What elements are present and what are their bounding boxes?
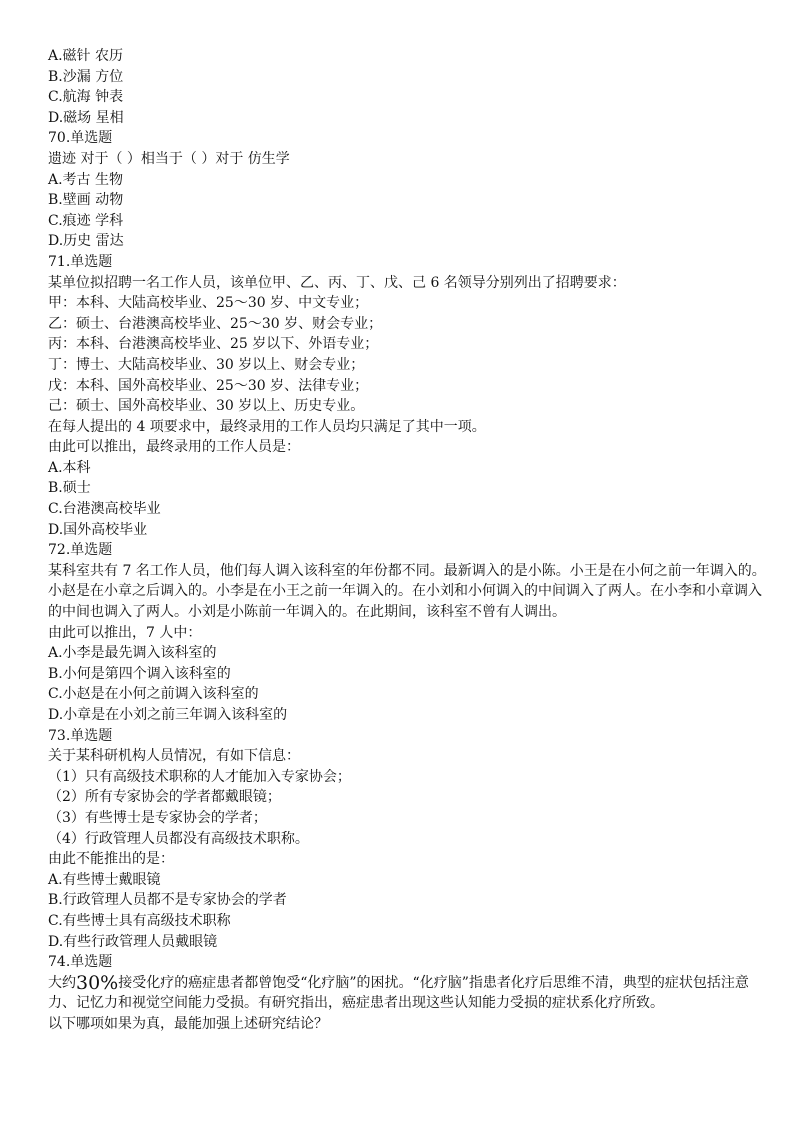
option-b: B.壁画 动物: [48, 192, 124, 209]
requirement-line: 戊：本科、国外高校毕业、25～30 岁、法律专业；: [48, 377, 369, 394]
question-header: 71.单选题: [48, 253, 113, 270]
question-header: 73.单选题: [48, 727, 113, 744]
question-prompt: 由此不能推出的是：: [48, 851, 174, 868]
question-stem: 遗迹 对于（ ）相当于（ ）对于 仿生学: [48, 150, 290, 167]
option-c: C.台港澳高校毕业: [48, 501, 161, 518]
premise-item: （3）有些博士是专家协会的学者；: [48, 809, 267, 826]
question-stem: 某科室共有 7 名工作人员，他们每人调入该科室的年份都不同。最新调入的是小陈。小王是在小何之前一年调入的。小赵是在小章之后调入的。小李是在小王之前一年调入的。在小刘和小何调入的中间调入了两人。在小李和小章调入的中间也调入了两人。小刘是小陈前一年调入的。在此期间，该科室不曾有人调出。: [48, 562, 766, 621]
stem-prefix: 大约: [48, 974, 76, 991]
option-d: D.小章是在小刘之前三年调入该科室的: [48, 707, 288, 723]
question-prompt: 由此可以推出，最终录用的工作人员是：: [48, 439, 300, 456]
option-b: B.小何是第四个调入该科室的: [48, 665, 231, 682]
option-a: A.磁针 农历: [48, 48, 124, 64]
stem-body: 接受化疗的癌症患者都曾饱受“化疗脑”的困扰。“化疗脑”指患者化疗后思维不清，典型的症状包括注意力、记忆力和视觉空间能力受损。有研究指出，癌症患者出现这些认知能力受损的症状系化疗所致。: [48, 974, 749, 1012]
option-c: C.有些博士具有高级技术职称: [48, 912, 231, 929]
option-a: A.考古 生物: [48, 171, 124, 188]
premise-item: （4）行政管理人员都没有高级技术职称。: [48, 830, 309, 847]
percentage-value: 30%: [76, 971, 119, 994]
option-b: B.硕士: [48, 480, 91, 497]
question-stem: [48, 973, 768, 1014]
option-b: B.沙漏 方位: [48, 68, 124, 85]
option-b: B.行政管理人员都不是专家协会的学者: [48, 892, 287, 909]
question-intro: 关于某科研机构人员情况，有如下信息：: [48, 748, 300, 765]
exam-page: [48, 46, 768, 1035]
question-header: 74.单选题: [48, 954, 113, 971]
requirement-line: 丁：博士、大陆高校毕业、30 岁以上、财会专业；: [48, 356, 365, 373]
question-note: 在每人提出的 4 项要求中，最终录用的工作人员均只满足了其中一项。: [48, 418, 486, 435]
option-d: D.磁场 星相: [48, 109, 124, 126]
option-a: A.小李是最先调入该科室的: [48, 645, 217, 662]
option-a: A.有些博士戴眼镜: [48, 871, 161, 888]
premise-item: （1）只有高级技术职称的人才能加入专家协会；: [48, 768, 351, 785]
option-a: A.本科: [48, 459, 91, 476]
requirement-line: 甲：本科、大陆高校毕业、25～30 岁、中文专业；: [48, 295, 369, 312]
question-prompt: 由此可以推出，7 人中：: [48, 624, 202, 641]
requirement-line: 丙：本科、台港澳高校毕业、25 岁以下、外语专业；: [48, 336, 379, 353]
question-intro: 某单位拟招聘一名工作人员，该单位甲、乙、丙、丁、戊、己 6 名领导分别列出了招聘要求：: [48, 274, 626, 291]
option-c: C.小赵是在小何之前调入该科室的: [48, 686, 259, 703]
requirement-line: 己：硕士、国外高校毕业、30 岁以上、历史专业。: [48, 398, 365, 415]
requirement-line: 乙：硕士、台港澳高校毕业、25～30 岁、财会专业；: [48, 315, 383, 332]
option-d: D.有些行政管理人员戴眼镜: [48, 933, 218, 950]
option-c: C.航海 钟表: [48, 89, 124, 106]
option-d: D.国外高校毕业: [48, 521, 148, 538]
premise-item: （2）所有专家协会的学者都戴眼镜；: [48, 789, 281, 806]
option-c: C.痕迹 学科: [48, 212, 124, 229]
question-header: 72.单选题: [48, 542, 113, 559]
option-d: D.历史 雷达: [48, 233, 124, 250]
question-header: 70.单选题: [48, 130, 113, 147]
question-prompt: 以下哪项如果为真，最能加强上述研究结论？: [48, 1015, 328, 1032]
